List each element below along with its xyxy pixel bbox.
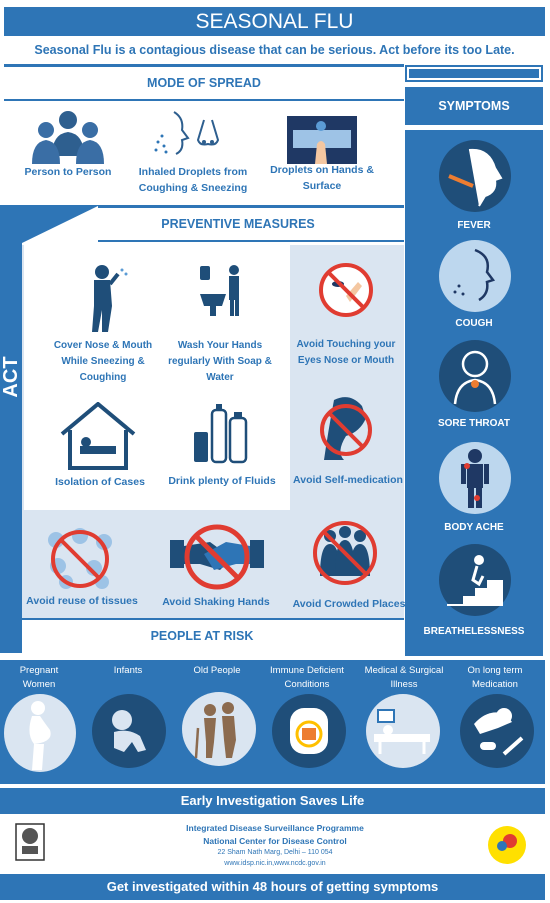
- fever-circle: [439, 140, 511, 212]
- prevent-label-cover: Cover Nose & Mouth While Sneezing & Coughing: [53, 340, 153, 383]
- medication-hand-icon: [460, 694, 534, 768]
- no-tissue-reuse-icon: [42, 528, 118, 590]
- act-now-label: ACT: [0, 356, 22, 398]
- sore-throat-icon: [439, 340, 511, 412]
- infant-circle: [92, 694, 166, 768]
- page-title: SEASONAL FLU: [4, 7, 545, 36]
- cough-face-icon: [439, 240, 511, 312]
- spread-item-surface: [287, 116, 357, 164]
- risk-label-old: Old People: [193, 665, 241, 676]
- risk-label-pregnant: Pregnant Women: [19, 665, 59, 690]
- act-now-tab: [22, 205, 100, 243]
- symptom-label-sore-throat: SORE THROAT: [437, 418, 511, 429]
- no-face-touch-icon: [318, 262, 374, 318]
- risk-label-medication: On long term Medication: [467, 665, 523, 690]
- immune-circle: [272, 694, 346, 768]
- body-ache-circle: [439, 442, 511, 514]
- prevent-label-isolation: Isolation of Cases: [55, 476, 145, 488]
- symptoms-heading: SYMPTOMS: [405, 87, 543, 125]
- divider: [22, 618, 404, 620]
- pregnant-circle: [4, 694, 76, 772]
- early-investigation-banner: Early Investigation Saves Life: [0, 788, 545, 814]
- hand-droplets-icon: [287, 116, 357, 164]
- spread-item-person: [28, 108, 108, 166]
- national-emblem-logo: [14, 822, 46, 862]
- prevent-label-handshake: Avoid Shaking Hands: [162, 596, 270, 608]
- fever-thermometer-icon: [439, 140, 511, 212]
- hand-wash-item: [196, 264, 244, 316]
- divider: [4, 64, 404, 67]
- cover-mouth-icon: [76, 262, 132, 334]
- no-handshake-icon: [170, 524, 264, 590]
- no-crowd-icon: [312, 518, 378, 588]
- risk-label-immune: Immune Deficient Conditions: [270, 665, 344, 690]
- symptom-label-fever: FEVER: [457, 220, 491, 231]
- fluids-item: [192, 404, 250, 464]
- symptom-label-cough: COUGH: [455, 318, 493, 329]
- mode-of-spread-heading: MODE OF SPREAD: [147, 76, 261, 90]
- no-face-touch-item: [318, 262, 374, 318]
- people-group-icon: [28, 108, 108, 166]
- risk-label-medical: Medical & Surgical Illness: [364, 665, 444, 690]
- spread-label-droplets: Inhaled Droplets from Coughing & Sneezing: [138, 166, 248, 194]
- preventive-heading: PREVENTIVE MEASURES: [161, 217, 315, 231]
- breathlessness-circle: [439, 544, 511, 616]
- prevent-label-self-med: Avoid Self-medication: [293, 474, 403, 486]
- prevent-label-crowd: Avoid Crowded Places: [292, 598, 406, 610]
- isolation-house-icon: [58, 402, 138, 470]
- footer-website: www.idsp.nic.in,www.ncdc.gov.in: [224, 860, 326, 867]
- immune-deficient-icon: [272, 694, 346, 768]
- medical-circle: [366, 694, 440, 768]
- footer-address: 22 Sham Nath Marg, Delhi – 110 054: [217, 849, 333, 856]
- self-medication-item: [316, 392, 376, 462]
- handshake-item: [170, 524, 264, 590]
- prevent-label-touch: Avoid Touching your Eyes Nose or Mouth: [296, 339, 396, 366]
- body-ache-icon: [439, 442, 511, 514]
- prevent-label-wash: Wash Your Hands regularly With Soap & Water: [168, 340, 272, 383]
- breathlessness-stairs-icon: [439, 544, 511, 616]
- pregnant-woman-icon: [4, 694, 76, 772]
- people-at-risk-heading: PEOPLE AT RISK: [150, 629, 254, 643]
- crowd-item: [312, 518, 378, 588]
- prevent-label-tissues: Avoid reuse of tissues: [26, 595, 138, 607]
- get-investigated-banner: Get investigated within 48 hours of getting symptoms: [0, 874, 545, 900]
- sore-throat-circle: [439, 340, 511, 412]
- infant-icon: [92, 694, 166, 768]
- divider: [98, 205, 404, 208]
- sneezing-face-icon: [152, 108, 232, 166]
- act-now-band: [0, 205, 22, 653]
- divider: [98, 240, 404, 242]
- fluid-bottles-icon: [192, 404, 250, 464]
- symptoms-tab: [405, 65, 543, 82]
- page-subtitle: Seasonal Flu is a contagious disease that can be serious. Act before its too Late.: [34, 43, 515, 57]
- hospital-bed-icon: [366, 694, 440, 768]
- spread-label-person: Person to Person: [24, 166, 112, 178]
- old-people-icon: [182, 692, 256, 766]
- cough-circle: [439, 240, 511, 312]
- idsp-logo: [486, 824, 528, 866]
- old-people-circle: [182, 692, 256, 766]
- risk-label-infants: Infants: [113, 665, 143, 676]
- spread-item-droplets: [152, 108, 232, 166]
- medication-circle: [460, 694, 534, 768]
- hand-wash-icon: [196, 264, 244, 316]
- symptom-label-body-ache: BODY ACHE: [444, 522, 504, 533]
- tissues-item: [42, 528, 118, 590]
- isolation-item: [58, 402, 138, 470]
- footer-center: National Center for Disease Control: [203, 836, 347, 846]
- spread-label-surface: Droplets on Hands & Surface: [270, 164, 374, 192]
- prevent-label-fluids: Drink plenty of Fluids: [168, 475, 276, 487]
- symptom-label-breathlessness: BREATHELESSNESS: [423, 626, 525, 637]
- cover-mouth-item: [76, 262, 132, 334]
- divider: [4, 99, 404, 101]
- no-self-medication-icon: [316, 392, 376, 462]
- footer-org: Integrated Disease Surveillance Programme: [186, 823, 364, 833]
